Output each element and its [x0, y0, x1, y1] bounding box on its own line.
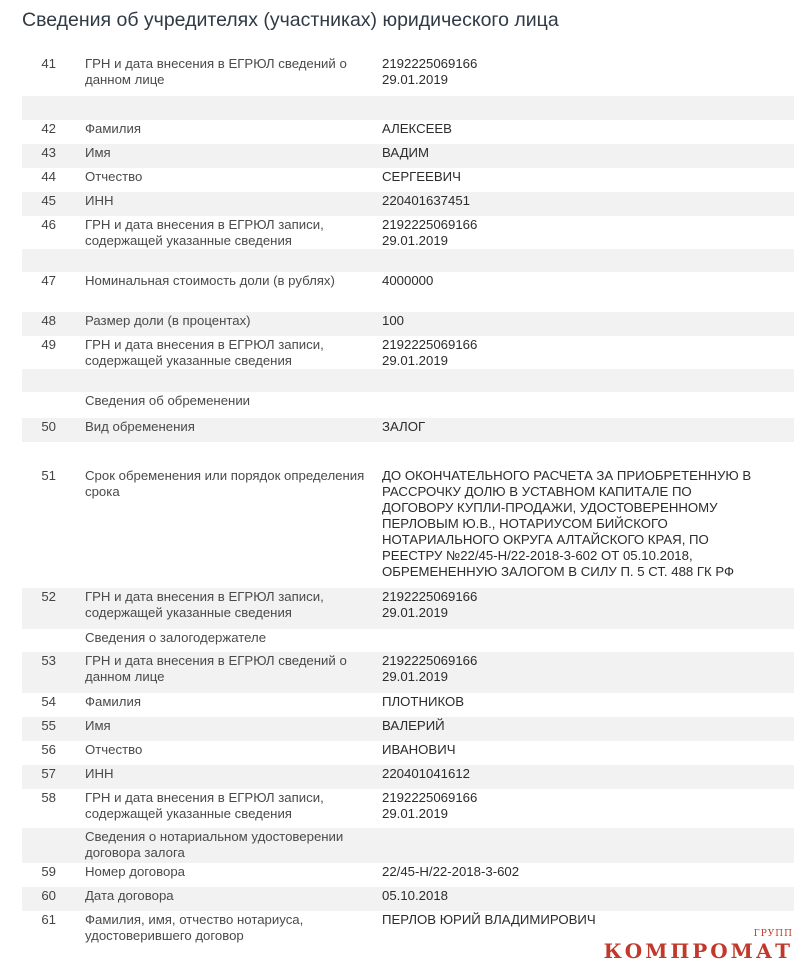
table-row — [22, 828, 794, 863]
table-row — [22, 392, 794, 418]
row-label: Номер договора — [85, 864, 186, 879]
row-label: Номинальная стоимость доли (в рублях) — [85, 273, 335, 288]
table-row — [22, 96, 794, 120]
row-number: 61 — [41, 912, 56, 927]
table-row — [22, 249, 794, 272]
table-row — [22, 192, 794, 216]
row-label — [85, 97, 382, 120]
row-value — [382, 829, 794, 863]
row-value: ДО ОКОНЧАТЕЛЬНОГО РАСЧЕТА ЗА ПРИОБРЕТЕННУЮ В РАССРОЧКУ ДОЛЮ В УСТАВНОМ КАПИТАЛЕ ПО ДОГОВОРУ КУПЛИ-ПРОДАЖИ, УДОСТОВЕРЕННОМУ ПЕРЛОВЫМ Ю.В., НОТАРИУСОМ БИЙСКОГО НОТАРИАЛЬНОГО ОКРУГА АЛТАЙСКОГО КРАЯ, ПО РЕЕСТРУ №22/45-Н/22-2018-3-602 ОТ 05.10.2018, ОБРЕМЕНЕННУЮ ЗАЛОГОМ В СИЛУ П. 5 СТ. 488 ГК РФ — [382, 468, 752, 579]
row-number: 51 — [41, 468, 56, 483]
row-value: 220401637451 — [382, 193, 471, 208]
table-row — [22, 863, 794, 887]
row-label: ГРН и дата внесения в ЕГРЮЛ сведений о данном лице — [85, 653, 347, 684]
table-row — [22, 789, 794, 828]
row-value — [382, 250, 794, 272]
row-number: 49 — [41, 337, 56, 352]
row-number: 53 — [41, 653, 56, 668]
row-label: Фамилия, имя, отчество нотариуса, удостоверившего договор — [85, 912, 304, 943]
row-number: 57 — [41, 766, 56, 781]
table-row — [22, 588, 794, 629]
row-number: 56 — [41, 742, 56, 757]
row-value: 2192225069166 29.01.2019 — [382, 589, 478, 620]
row-label: Сведения об обременении — [85, 393, 251, 408]
row-value: АЛЕКСЕЕВ — [382, 121, 452, 136]
row-number: 44 — [41, 169, 56, 184]
row-value: СЕРГЕЕВИЧ — [382, 169, 461, 184]
row-number: 52 — [41, 589, 56, 604]
row-value: ПЕРЛОВ ЮРИЙ ВЛАДИМИРОВИЧ — [382, 912, 596, 927]
row-value: 2192225069166 29.01.2019 — [382, 653, 478, 684]
row-label: Сведения о залогодержателе — [85, 630, 267, 645]
table-row — [22, 467, 794, 588]
row-number: 48 — [41, 313, 56, 328]
row-label: ИНН — [85, 193, 114, 208]
row-label — [85, 370, 382, 392]
row-label: Фамилия — [85, 121, 141, 136]
row-number: 55 — [41, 718, 56, 733]
row-label: ГРН и дата внесения в ЕГРЮЛ записи, содержащей указанные сведения — [85, 589, 324, 620]
row-label: Отчество — [85, 169, 143, 184]
table-row — [22, 55, 794, 96]
table-row — [22, 629, 794, 652]
row-number: 42 — [41, 121, 56, 136]
row-number — [22, 250, 85, 272]
row-label — [85, 443, 382, 467]
table-row — [22, 418, 794, 442]
row-number — [22, 443, 85, 467]
table-row — [22, 652, 794, 693]
row-value: 220401041612 — [382, 766, 471, 781]
row-number — [22, 393, 85, 418]
row-label: Дата договора — [85, 888, 174, 903]
table-row — [22, 272, 794, 312]
row-value: 05.10.2018 — [382, 888, 449, 903]
row-label: ИНН — [85, 766, 114, 781]
watermark-logo — [603, 929, 793, 963]
row-value: 100 — [382, 313, 405, 328]
watermark-main: КОМПРОМАТ — [603, 939, 793, 963]
row-label: Срок обременения или порядок определения срока — [85, 468, 365, 499]
row-number: 47 — [41, 273, 56, 288]
row-label: Размер доли (в процентах) — [85, 313, 251, 328]
row-label: Сведения о нотариальном удостоверении договора залога — [85, 829, 344, 860]
row-value: ЗАЛОГ — [382, 419, 426, 434]
row-value — [382, 97, 794, 120]
row-number: 60 — [41, 888, 56, 903]
row-value: 2192225069166 29.01.2019 — [382, 790, 478, 821]
table-row — [22, 336, 794, 369]
row-label: ГРН и дата внесения в ЕГРЮЛ записи, содержащей указанные сведения — [85, 790, 324, 821]
row-number: 45 — [41, 193, 56, 208]
row-label: ГРН и дата внесения в ЕГРЮЛ сведений о данном лице — [85, 56, 347, 87]
row-label: ГРН и дата внесения в ЕГРЮЛ записи, содержащей указанные сведения — [85, 337, 324, 368]
egrul-table — [22, 55, 794, 956]
row-value: 2192225069166 29.01.2019 — [382, 217, 478, 248]
row-value — [382, 370, 794, 392]
table-row — [22, 120, 794, 144]
table-row — [22, 717, 794, 741]
table-row — [22, 887, 794, 911]
row-number: 41 — [41, 56, 56, 71]
row-value: ВАЛЕРИЙ — [382, 718, 445, 733]
watermark-sub: ГРУПП — [753, 929, 793, 939]
row-number: 50 — [41, 419, 56, 434]
row-value: ИВАНОВИЧ — [382, 742, 456, 757]
row-label: Вид обременения — [85, 419, 195, 434]
table-row — [22, 216, 794, 249]
row-value: 2192225069166 29.01.2019 — [382, 337, 478, 368]
row-number — [22, 630, 85, 652]
row-number — [22, 370, 85, 392]
table-row — [22, 693, 794, 717]
table-row — [22, 168, 794, 192]
table-row — [22, 369, 794, 392]
table-row — [22, 312, 794, 336]
row-label: Имя — [85, 718, 111, 733]
row-number — [22, 829, 85, 863]
row-value: 22/45-Н/22-2018-3-602 — [382, 864, 520, 879]
row-value — [382, 630, 794, 652]
row-number: 43 — [41, 145, 56, 160]
row-label: ГРН и дата внесения в ЕГРЮЛ записи, содержащей указанные сведения — [85, 217, 324, 248]
table-row — [22, 741, 794, 765]
table-row — [22, 442, 794, 467]
table-row — [22, 144, 794, 168]
row-value — [382, 393, 794, 418]
row-number: 58 — [41, 790, 56, 805]
row-number: 54 — [41, 694, 56, 709]
row-value: ВАДИМ — [382, 145, 429, 160]
row-number: 59 — [41, 864, 56, 879]
row-value — [382, 443, 794, 467]
row-value: ПЛОТНИКОВ — [382, 694, 465, 709]
row-number: 46 — [41, 217, 56, 232]
row-value: 4000000 — [382, 273, 434, 288]
page-title: Сведения об учредителях (участниках) юридического лица — [22, 9, 559, 31]
row-value: 2192225069166 29.01.2019 — [382, 56, 478, 87]
row-label: Отчество — [85, 742, 143, 757]
row-label: Имя — [85, 145, 111, 160]
table-row — [22, 765, 794, 789]
row-label — [85, 250, 382, 272]
row-number — [22, 97, 85, 120]
row-label: Фамилия — [85, 694, 141, 709]
